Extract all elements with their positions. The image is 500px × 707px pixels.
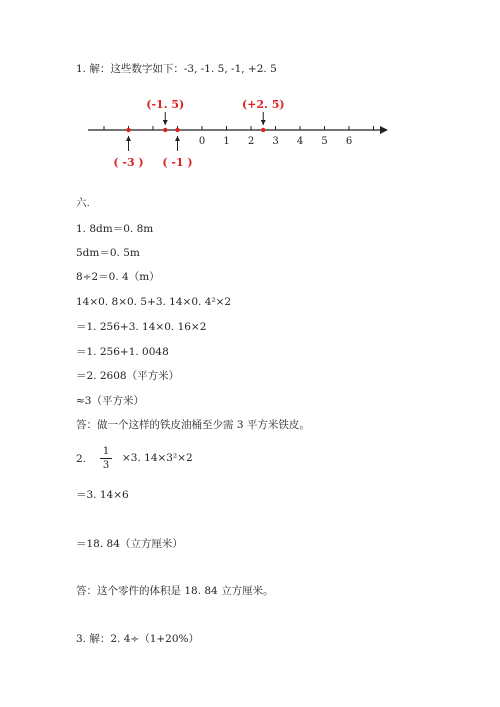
fraction-denominator: 3	[102, 460, 110, 471]
fraction-numerator: 1	[102, 446, 110, 457]
q3-text: 3. 解：2. 4÷（1+20%）	[76, 633, 200, 645]
label-above: (-1. 5)	[146, 98, 185, 111]
point-marker	[163, 128, 167, 132]
point-marker	[126, 128, 130, 132]
s6-line-6: ＝1. 256+1. 0048	[76, 346, 169, 358]
q2-prefix: 2.	[76, 453, 87, 465]
label-below: ( -3 )	[113, 156, 144, 169]
tick-label: 0	[198, 136, 206, 147]
q2-fraction	[100, 446, 112, 471]
number-line-svg	[80, 96, 390, 176]
ticks-group	[104, 126, 374, 147]
tick-label: 2	[247, 136, 255, 147]
pointer-arrowhead	[175, 136, 180, 141]
s6-answer: 答：做一个这样的铁皮油桶至少需 3 平方米铁皮。	[76, 419, 310, 431]
q2-line-1: ＝3. 14×6	[76, 489, 129, 501]
q2-tail: ×3. 14×3²×2	[122, 452, 193, 464]
s6-line-3: 8÷2＝0. 4（m）	[76, 271, 160, 283]
s6-line-8: ≈3（平方米）	[76, 395, 144, 407]
axis-arrow	[380, 126, 388, 134]
label-below: ( -1 )	[162, 156, 193, 169]
pointer-arrowhead	[261, 120, 266, 125]
q2-answer: 答：这个零件的体积是 18. 84 立方厘米。	[76, 585, 274, 597]
s6-line-4: 14×0. 8×0. 5+3. 14×0. 4²×2	[76, 296, 232, 308]
s6-line-5: ＝1. 256+3. 14×0. 16×2	[76, 321, 207, 333]
tick-label: 5	[321, 136, 328, 147]
s6-line-1: 1. 8dm＝0. 8m	[76, 223, 154, 235]
point-marker	[175, 128, 179, 132]
number-line	[80, 96, 390, 176]
label-above: (+2. 5)	[241, 98, 285, 111]
pointer-arrowhead	[163, 120, 168, 125]
q1-text: 1. 解：这些数字如下：-3, -1. 5, -1, +2. 5	[76, 63, 277, 75]
fraction-bar	[100, 458, 112, 459]
point-marker	[261, 128, 265, 132]
s6-line-2: 5dm＝0. 5m	[76, 247, 140, 259]
labels-group	[113, 98, 284, 169]
section6-heading: 六.	[76, 197, 90, 209]
q2-line-2: ＝18. 84（立方厘米）	[76, 538, 183, 550]
tick-label: 3	[272, 136, 279, 147]
tick-label: 6	[345, 136, 353, 147]
pointer-arrowhead	[126, 136, 131, 141]
tick-label: 4	[296, 136, 304, 147]
tick-label: 1	[223, 136, 230, 147]
s6-line-7: ＝2. 2608（平方米）	[76, 370, 180, 382]
